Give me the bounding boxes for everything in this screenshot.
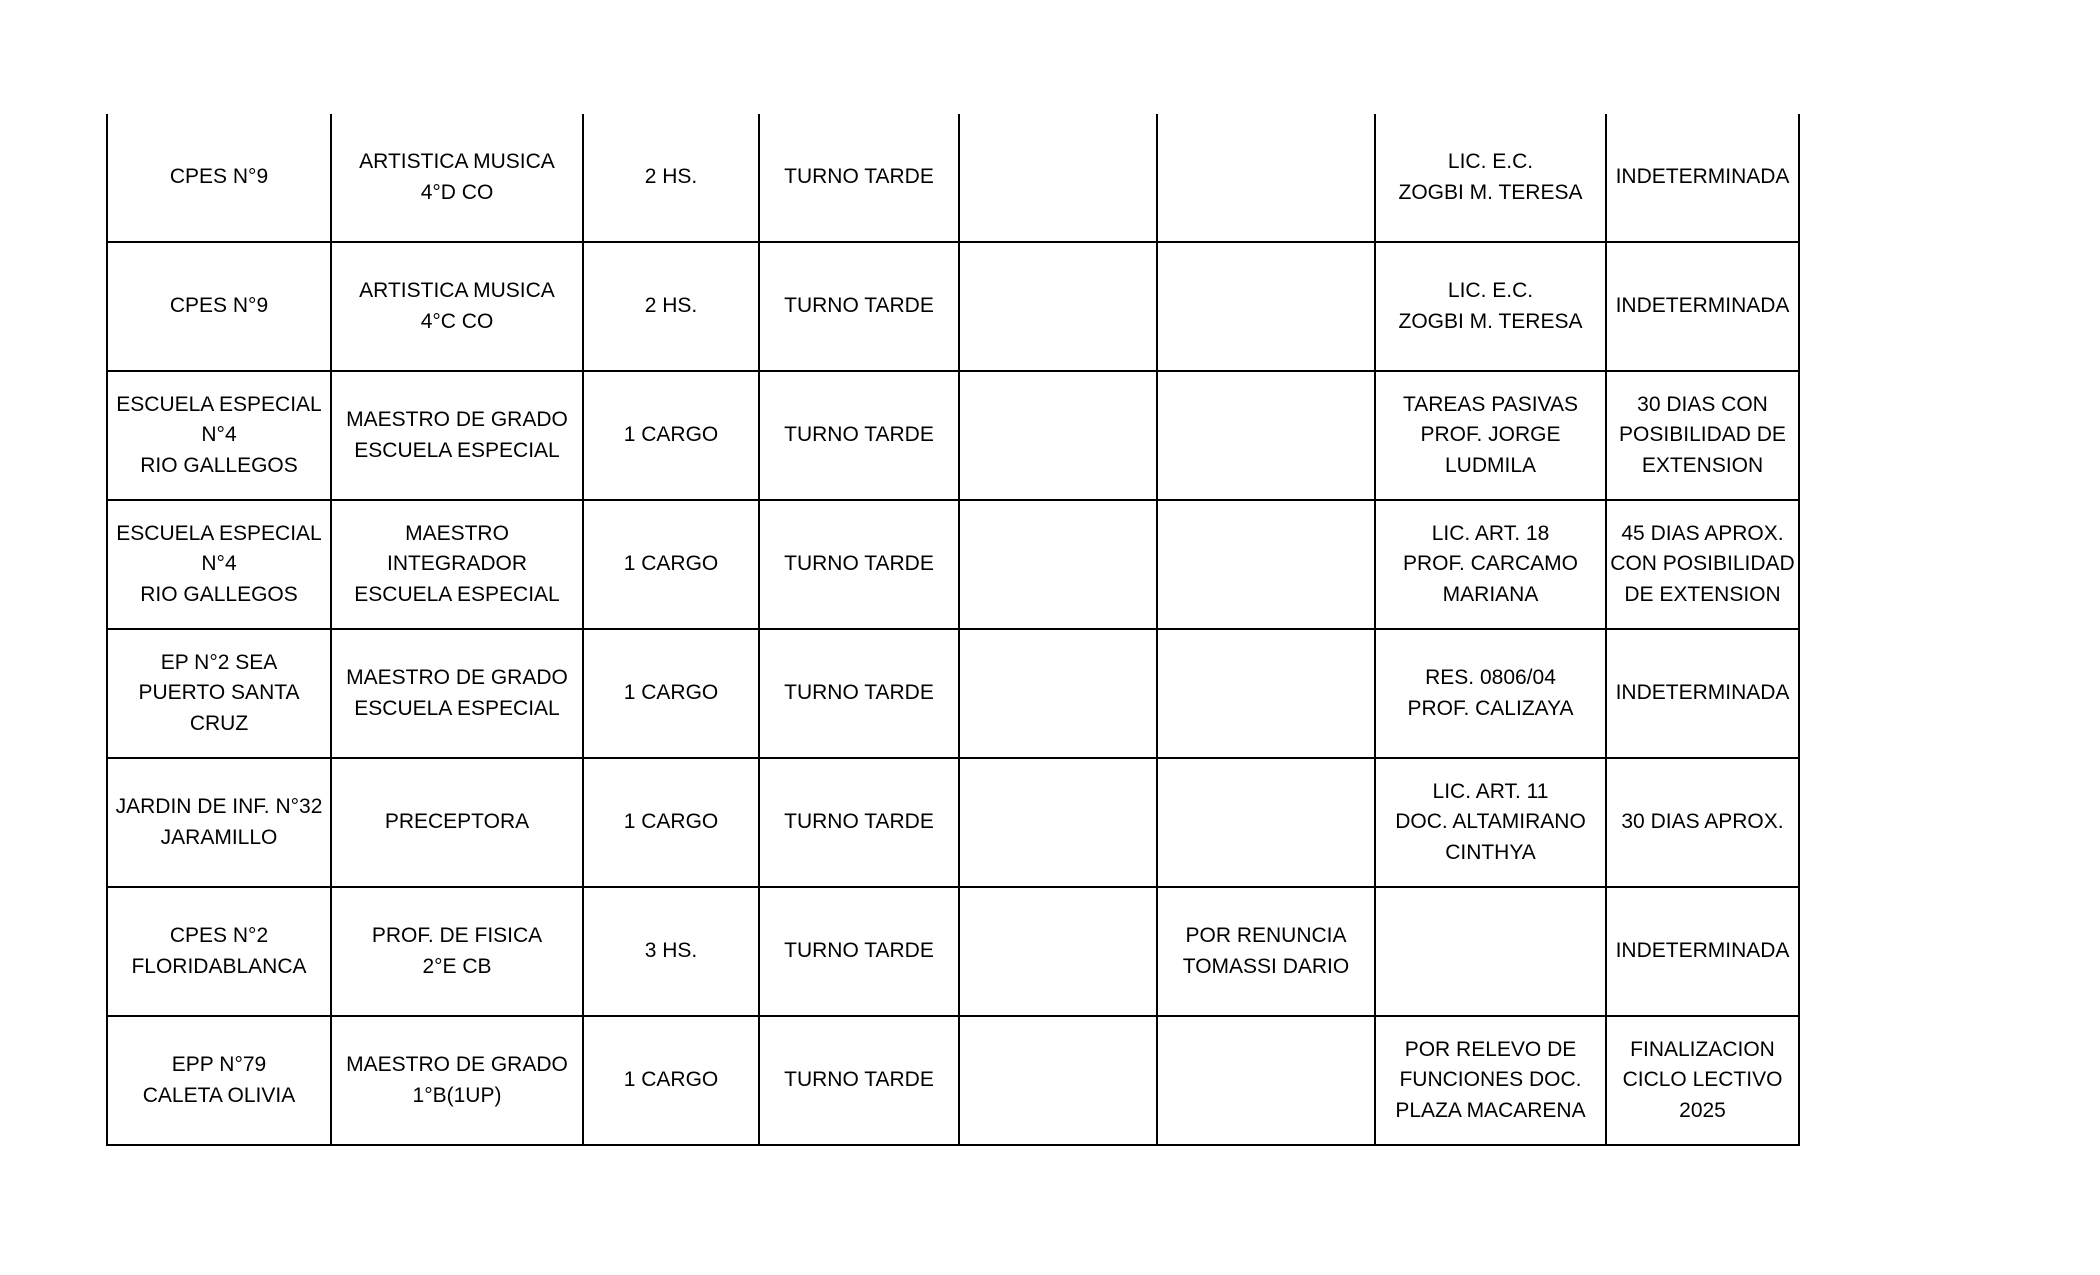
cell-text-line: CON POSIBILIDAD — [1610, 552, 1795, 576]
cell-text-line: 1 CARGO — [623, 423, 719, 447]
cell-position — [331, 500, 583, 629]
cell-text-line: CPES N°9 — [169, 165, 269, 189]
cell-text-line: LIC. E.C. — [1447, 150, 1534, 173]
cell-text-line: PUERTO SANTA CRUZ — [138, 681, 300, 735]
cell-empty-col5 — [959, 758, 1157, 887]
cell-text-line: 2025 — [1679, 1098, 1726, 1122]
cell-text-line: TURNO TARDE — [784, 423, 934, 447]
cell-text-line: TURNO TARDE — [784, 1068, 934, 1092]
cell-shift — [759, 1016, 959, 1145]
cell-replacement-reason — [1375, 1016, 1606, 1145]
cell-hours — [583, 1016, 759, 1145]
cell-empty-col5 — [959, 371, 1157, 500]
cell-text-line: FINALIZACION — [1630, 1037, 1775, 1061]
cell-text-line: CPES N°2 — [169, 924, 269, 947]
cell-empty-col5 — [959, 1016, 1157, 1145]
cell-text-line: LIC. ART. 18 — [1431, 521, 1550, 545]
cell-text-line: ZOGBI M. TERESA — [1398, 309, 1583, 333]
cell-hours — [583, 371, 759, 500]
cell-text-line: CINTHYA — [1445, 840, 1536, 864]
cell-text-line: 45 DIAS APROX. — [1621, 521, 1784, 545]
cell-text-line: ESCUELA ESPECIAL N°4 — [116, 392, 322, 447]
cell-school — [107, 114, 331, 242]
cell-text-line: MAESTRO DE GRADO — [346, 408, 568, 431]
cell-duration — [1606, 758, 1799, 887]
table-row — [107, 371, 1799, 500]
cell-text-line: RIO GALLEGOS — [140, 453, 298, 477]
cell-hours — [583, 114, 759, 242]
cell-text-line: ARTISTICA MUSICA — [359, 279, 555, 302]
cell-text-line: MAESTRO INTEGRADOR — [386, 521, 527, 576]
cell-text-line: POR RENUNCIA — [1185, 924, 1347, 947]
cell-text-line: PLAZA MACARENA — [1395, 1098, 1586, 1122]
cell-text-line: INDETERMINADA — [1615, 681, 1790, 705]
cell-text-line: TAREAS PASIVAS — [1402, 392, 1579, 416]
cell-text-line: JARAMILLO — [160, 825, 278, 849]
cell-text-line: FLORIDABLANCA — [131, 954, 307, 978]
cell-text-line: LIC. E.C. — [1447, 279, 1534, 302]
cell-duration — [1606, 887, 1799, 1016]
cell-reason-col6 — [1157, 1016, 1375, 1145]
cell-hours — [583, 758, 759, 887]
cell-school — [107, 371, 331, 500]
cell-text-line: INDETERMINADA — [1615, 165, 1790, 189]
cell-shift — [759, 629, 959, 758]
cell-reason-col6 — [1157, 500, 1375, 629]
cell-replacement-reason — [1375, 371, 1606, 500]
cell-text-line: TURNO TARDE — [784, 681, 934, 705]
cell-text-line: 1 CARGO — [623, 810, 719, 834]
cell-text-line: MARIANA — [1442, 582, 1539, 606]
cell-position — [331, 629, 583, 758]
cell-text-line: TURNO TARDE — [784, 165, 934, 189]
cell-text-line: ESCUELA ESPECIAL N°4 — [116, 521, 322, 576]
cell-text-line: TURNO TARDE — [784, 294, 934, 318]
cell-text-line: PROF. DE FISICA — [371, 924, 543, 947]
cell-text-line: 2 HS. — [644, 165, 698, 189]
cell-text-line: ESCUELA ESPECIAL — [354, 438, 560, 462]
cell-text-line: ESCUELA ESPECIAL — [354, 696, 560, 720]
cell-text-line: TURNO TARDE — [784, 810, 934, 834]
table-row — [107, 887, 1799, 1016]
cell-position — [331, 1016, 583, 1145]
cell-replacement-reason — [1375, 500, 1606, 629]
cell-text-line: RIO GALLEGOS — [140, 582, 298, 606]
cell-shift — [759, 114, 959, 242]
cell-replacement-reason — [1375, 629, 1606, 758]
cell-empty-col5 — [959, 629, 1157, 758]
cell-empty-col5 — [959, 887, 1157, 1016]
cell-text-line: ARTISTICA MUSICA — [359, 150, 555, 173]
cell-position — [331, 114, 583, 242]
cell-text-line: ZOGBI M. TERESA — [1398, 180, 1583, 204]
table-row — [107, 114, 1799, 242]
cell-text-line: ESCUELA ESPECIAL — [354, 582, 560, 606]
cell-text-line: PROF. CARCAMO — [1402, 552, 1578, 576]
cell-empty-col5 — [959, 242, 1157, 371]
cell-text-line: 30 DIAS CON — [1637, 392, 1768, 416]
cell-hours — [583, 500, 759, 629]
cell-text-line: POSIBILIDAD DE — [1619, 423, 1786, 447]
cell-text-line: RES. 0806/04 — [1425, 666, 1556, 689]
cell-duration — [1606, 371, 1799, 500]
cell-school — [107, 500, 331, 629]
cell-hours — [583, 629, 759, 758]
table-row — [107, 500, 1799, 629]
cell-text-line: 3 HS. — [644, 939, 698, 963]
cell-school — [107, 758, 331, 887]
cell-text-line: 2 HS. — [644, 294, 698, 318]
cell-replacement-reason — [1375, 114, 1606, 242]
cell-position — [331, 371, 583, 500]
cell-text-line: PROF. JORGE LUDMILA — [1420, 423, 1561, 477]
cell-school — [107, 1016, 331, 1145]
cell-shift — [759, 242, 959, 371]
cell-text-line: EXTENSION — [1641, 453, 1764, 477]
cell-text-line: INDETERMINADA — [1615, 294, 1790, 318]
cell-text-line: 1 CARGO — [623, 1068, 719, 1092]
cell-reason-col6 — [1157, 242, 1375, 371]
cell-text-line: INDETERMINADA — [1615, 939, 1790, 963]
cell-text-line: 30 DIAS APROX. — [1621, 810, 1784, 834]
cell-text-line: 2°E CB — [422, 954, 492, 978]
cell-duration — [1606, 114, 1799, 242]
cell-text-line: FUNCIONES DOC. — [1399, 1068, 1582, 1092]
table-body — [107, 114, 1799, 1145]
cell-shift — [759, 758, 959, 887]
cell-text-line: JARDIN DE INF. N°32 — [115, 795, 323, 818]
cell-text-line: 4°C CO — [420, 309, 494, 333]
cell-text-line: POR RELEVO DE — [1404, 1037, 1577, 1061]
cell-text-line: TURNO TARDE — [784, 552, 934, 576]
cell-text-line: 1°B(1UP) — [412, 1083, 502, 1107]
cell-text-line: DE EXTENSION — [1624, 582, 1781, 606]
cell-text-line: DOC. ALTAMIRANO — [1395, 810, 1586, 834]
table-row — [107, 242, 1799, 371]
cell-school — [107, 242, 331, 371]
cell-text-line: 1 CARGO — [623, 681, 719, 705]
cell-replacement-reason — [1375, 887, 1606, 1016]
cell-text-line: CALETA OLIVIA — [142, 1083, 296, 1107]
cell-text-line: PROF. CALIZAYA — [1407, 696, 1574, 720]
cell-text-line: 4°D CO — [420, 180, 494, 204]
table-row — [107, 1016, 1799, 1145]
cell-reason-col6 — [1157, 887, 1375, 1016]
cell-text-line: MAESTRO DE GRADO — [346, 666, 568, 689]
vacancy-table — [106, 114, 1800, 1146]
cell-duration — [1606, 242, 1799, 371]
cell-reason-col6 — [1157, 629, 1375, 758]
cell-text-line: CPES N°9 — [169, 294, 269, 318]
cell-text-line: TURNO TARDE — [784, 939, 934, 963]
cell-replacement-reason — [1375, 758, 1606, 887]
cell-position — [331, 242, 583, 371]
cell-reason-col6 — [1157, 758, 1375, 887]
cell-position — [331, 758, 583, 887]
cell-text-line: MAESTRO DE GRADO — [346, 1053, 568, 1076]
table-row — [107, 629, 1799, 758]
cell-text-line: 1 CARGO — [623, 552, 719, 576]
cell-replacement-reason — [1375, 242, 1606, 371]
cell-school — [107, 629, 331, 758]
cell-shift — [759, 887, 959, 1016]
cell-duration — [1606, 500, 1799, 629]
cell-text-line: EP N°2 SEA — [160, 650, 278, 674]
cell-duration — [1606, 629, 1799, 758]
cell-reason-col6 — [1157, 114, 1375, 242]
cell-school — [107, 887, 331, 1016]
cell-shift — [759, 500, 959, 629]
cell-text-line: EPP N°79 — [171, 1053, 267, 1076]
cell-text-line: CICLO LECTIVO — [1622, 1068, 1783, 1092]
cell-empty-col5 — [959, 114, 1157, 242]
cell-empty-col5 — [959, 500, 1157, 629]
table-row — [107, 758, 1799, 887]
cell-reason-col6 — [1157, 371, 1375, 500]
cell-hours — [583, 242, 759, 371]
cell-position — [331, 887, 583, 1016]
cell-shift — [759, 371, 959, 500]
cell-text-line: LIC. ART. 11 — [1432, 779, 1549, 803]
cell-duration — [1606, 1016, 1799, 1145]
cell-text-line: TOMASSI DARIO — [1182, 954, 1350, 978]
cell-hours — [583, 887, 759, 1016]
cell-text-line: PRECEPTORA — [384, 810, 530, 834]
